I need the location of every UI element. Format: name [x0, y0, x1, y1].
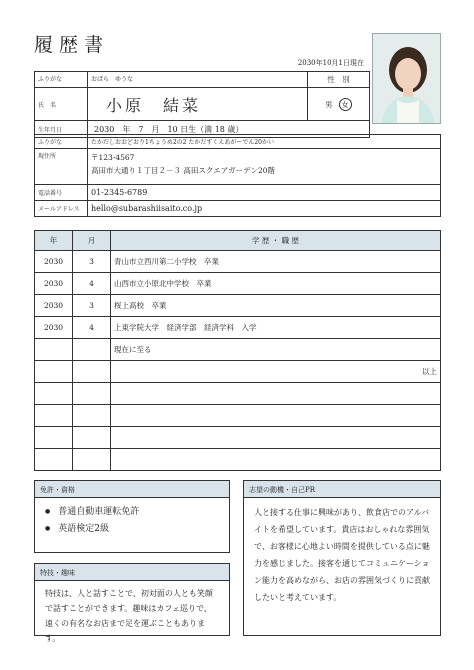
- licenses-box: [34, 480, 230, 553]
- table-row: [35, 405, 441, 427]
- row-month: 4: [73, 317, 111, 339]
- gender-field: [308, 88, 370, 121]
- row-month: 3: [73, 251, 111, 273]
- row-year: 2030: [35, 251, 73, 273]
- email-label: メールアドレス: [38, 206, 80, 213]
- hobbies-text: 特技は、人と話すことで、初対面の人とも笑顔で話すことができます。趣味はカフェ巡りで、遠くの有名なお店まで足を運ぶこともあります。: [45, 589, 213, 643]
- portrait-image: [373, 34, 441, 124]
- row-month: 4: [73, 273, 111, 295]
- applicant-photo: [372, 33, 441, 124]
- licenses-title: 免許・資格: [35, 481, 229, 498]
- hobbies-box: [34, 563, 230, 643]
- applicant-name: 小原 結菜: [88, 88, 308, 121]
- furigana-label: ふりがな: [38, 76, 63, 83]
- address-label: 現住所: [38, 153, 57, 160]
- row-year: 2030: [35, 273, 73, 295]
- row-year: 2030: [35, 295, 73, 317]
- row-detail: 青山市立西川第二小学校 卒業: [111, 251, 441, 273]
- row-year: [35, 339, 73, 361]
- name-label: 氏 名: [38, 101, 57, 109]
- row-year: 2030: [35, 317, 73, 339]
- table-row: [35, 383, 441, 405]
- table-row: [35, 427, 441, 449]
- page-title: 履歴書: [34, 34, 110, 56]
- row-detail: 現在に至る: [111, 339, 441, 361]
- table-row: [35, 251, 441, 273]
- row-detail: 上東学院大学 経済学部 経済学科 入学: [111, 317, 441, 339]
- gender-male: 男: [325, 100, 333, 109]
- table-row: [35, 361, 441, 383]
- table-row: [35, 449, 441, 471]
- phone-label: 電話番号: [38, 190, 63, 197]
- list-item: ● 普通自動車運転免許: [45, 504, 219, 521]
- name-furigana: おばら ゆうな: [88, 72, 308, 88]
- gender-female-selected: 女: [339, 98, 352, 111]
- history-table: [34, 230, 441, 471]
- end-mark: 以上: [111, 361, 441, 383]
- table-row: [35, 339, 441, 361]
- document-date: 2030年10月1日現在: [297, 59, 364, 67]
- motivation-title: 志望の動機・自己PR: [244, 481, 440, 498]
- address-value: 高田市大通り１丁目２－３ 高田スクエアガーデン20階: [91, 166, 276, 175]
- motivation-box: [243, 480, 441, 636]
- licenses-list: [35, 498, 229, 544]
- row-month: 3: [73, 295, 111, 317]
- postal-code: 〒123-4567: [91, 153, 135, 162]
- row-detail: 山西市立小原北中学校 卒業: [111, 273, 441, 295]
- table-row: [35, 317, 441, 339]
- table-row: [35, 295, 441, 317]
- email-value: hello@subarashiisaito.co.jp: [88, 201, 441, 217]
- table-row: [35, 273, 441, 295]
- contact-info-table: [34, 134, 441, 217]
- gender-label: 性 別: [308, 72, 370, 88]
- row-month: [73, 339, 111, 361]
- birth-label: 生年月日: [38, 126, 63, 134]
- birth-date: 2030 年 7 月 10 日生（満 18 歳）: [88, 121, 370, 138]
- phone-value: 01-2345-6789: [88, 185, 441, 201]
- col-month: 月: [73, 231, 111, 251]
- address-furigana: たかだしおおどおり1ちょうめ2の2 たかだすくえあがーでん20かい: [88, 135, 441, 149]
- motivation-text: 人と接する仕事に興味があり、飲食店でのアルバイトを希望しています。貴店はおしゃれな雰囲気で、お客様に心地よい時間を提供している点に魅力を感じました。接客を通じてコミュニケーション能力を高めながら、お店の雰囲気づくりに貢献したいと考えています。: [254, 508, 430, 602]
- row-detail: 桜上高校 卒業: [111, 295, 441, 317]
- address-furigana-label: ふりがな: [38, 139, 63, 146]
- personal-info-table: [34, 71, 370, 138]
- list-item: ● 英語検定2級: [45, 521, 219, 538]
- col-detail: 学 歴 ・ 職 歴: [111, 231, 441, 251]
- col-year: 年: [35, 231, 73, 251]
- hobbies-title: 特技・趣味: [35, 564, 229, 581]
